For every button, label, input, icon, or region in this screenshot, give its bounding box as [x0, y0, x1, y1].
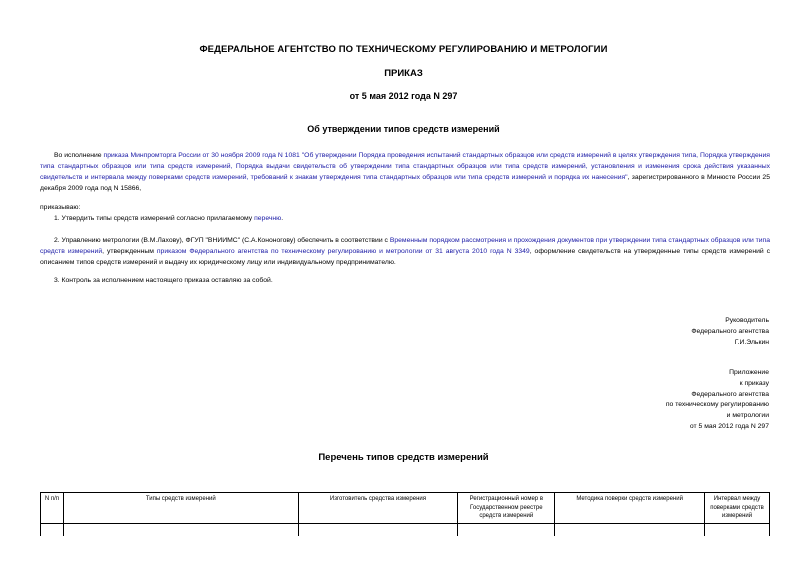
col-types-header: Типы средств измерений — [63, 493, 298, 524]
intro-paragraph — [40, 150, 770, 194]
subject-heading: Об утверждении типов средств измерений — [307, 124, 500, 134]
agency-order-link[interactable]: приказом Федерального агентства по техническому регулированию и метрологии от 31 августа 2010 года N 3349 — [156, 248, 530, 255]
signature-block — [691, 316, 769, 348]
appendix-line-4: по техническому регулированию — [665, 401, 769, 409]
appendix-line-6: от 5 мая 2012 года N 297 — [689, 422, 769, 430]
item-2-text-1: 2. Управлению метрологии (В.М.Лахову), ФГУП "ВНИИМС" (С.А.Кононогову) обеспечить в соответствии с — [54, 237, 390, 244]
agency-heading: ФЕДЕРАЛЬНОЕ АГЕНТСТВО ПО ТЕХНИЧЕСКОМУ РЕГУЛИРОВАНИЮ И МЕТРОЛОГИИ — [199, 44, 608, 55]
doc-type-heading: ПРИКАЗ — [384, 68, 423, 79]
appendix-block — [666, 368, 769, 433]
signature-line-1: Руководитель — [725, 317, 769, 324]
intro-text-2: , зарегистрированного в Минюсте России 25 декабря 2009 года под N 15866, — [40, 174, 770, 192]
appendix-line-1: Приложение — [729, 369, 769, 376]
date-number-heading: от 5 мая 2012 года N 297 — [349, 91, 458, 101]
item-1 — [54, 213, 283, 224]
intro-text-1: Во исполнение — [54, 152, 104, 159]
table-header-row — [41, 493, 770, 524]
list-link[interactable]: перечню — [254, 215, 282, 222]
item-2-text-2: , утвержденным — [102, 248, 157, 255]
list-title: Перечень типов средств измерений — [318, 452, 489, 463]
col-number-header: N п/п — [41, 493, 64, 524]
item-1-text-1: 1. Утвердить типы средств измерений согласно прилагаемому — [54, 215, 255, 222]
item-3: 3. Контроль за исполнением настоящего приказа оставляю за собой. — [54, 277, 273, 284]
col-interval-header: Интервал между поверками средств измерений — [705, 493, 770, 524]
appendix-line-3: Федерального агентства — [691, 390, 769, 398]
instruments-table — [40, 492, 770, 536]
temporary-procedure-link[interactable]: Временным порядком рассмотрения и прохождения документов при утверждении типа стандартных образцов или типа средств измерений — [40, 237, 771, 255]
item-2 — [40, 235, 770, 268]
ministry-order-link[interactable]: приказа Минпромторга России от 30 ноября 2009 года N 1081 "Об утверждении Порядка проведения испытаний стандартных образцов или средств измерений в целях утверждения типа, Порядка утверждения типа стандартных образцов или типа средств измерений, Порядка выдачи свидетельств об утверждении типа стандартных образцов или типа средств измерений, установления и изменения срока действия указанных свидетельств и интервала между поверками средств измерений, требований к знакам утверждения типа стандартных образцов или типа средств измерений и порядка их нанесения" — [40, 152, 770, 181]
appendix-line-2: к приказу — [739, 379, 769, 387]
item-2-text-3: , оформление свидетельств на утвержденные типы средств измерений с описанием типов средств измерений и выдачу их юридическому лицу или индивидуальному предпринимателю. — [40, 248, 771, 266]
col-registration-header: Регистрационный номер в Государственном реестре средств измерений — [458, 493, 555, 524]
table-row — [41, 523, 770, 536]
item-1-text-2: . — [281, 215, 284, 222]
signature-line-2: Федерального агентства — [691, 327, 769, 335]
order-word: приказываю: — [40, 204, 81, 211]
appendix-line-5: и метрологии — [726, 412, 769, 420]
col-method-header: Методика поверки средств измерений — [555, 493, 705, 524]
col-manufacturer-header: Изготовитель средства измерения — [298, 493, 458, 524]
signature-line-3: Г.И.Элькин — [734, 338, 769, 346]
